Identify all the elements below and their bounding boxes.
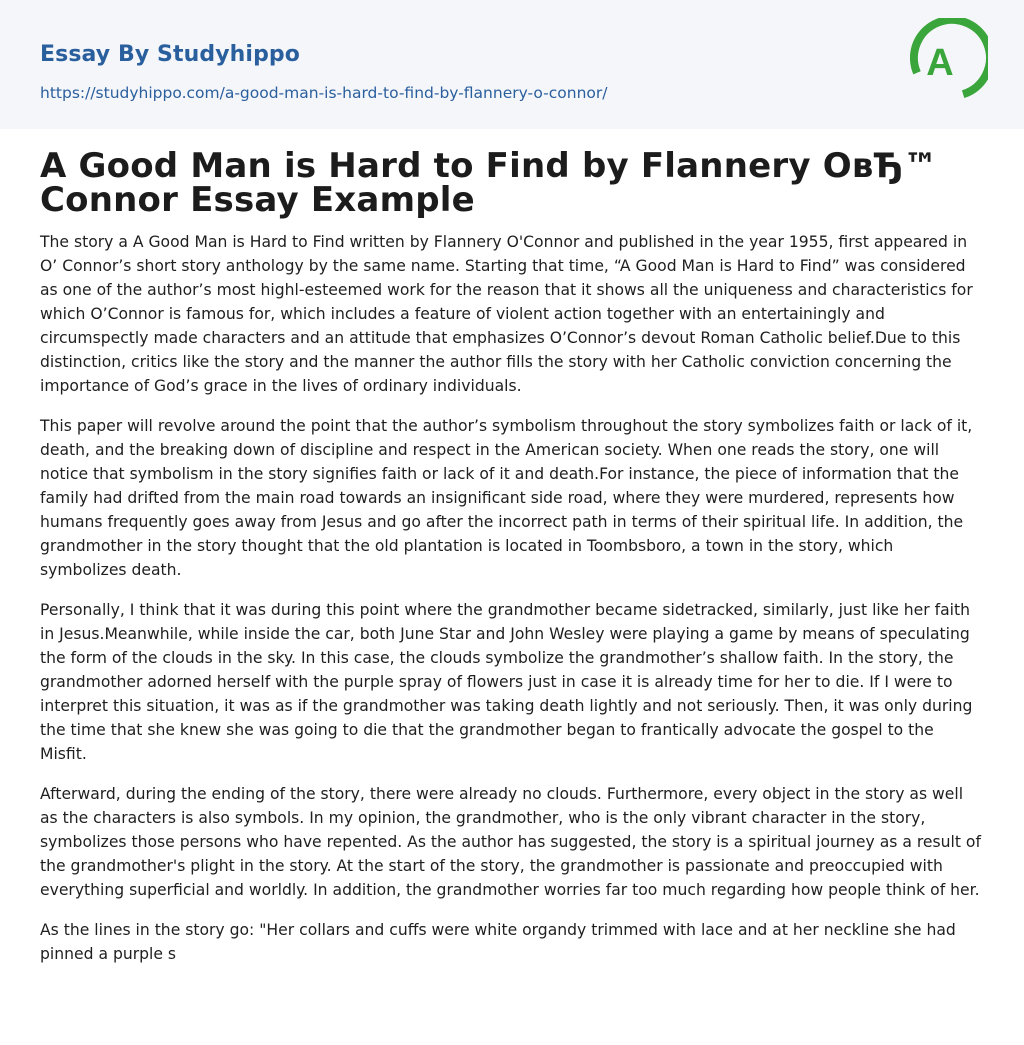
essay-paragraph: Afterward, during the ending of the story, there were already no clouds. Furthermore, every object in the story as well as the characters is also symbols. In my opinion, the grandmother, who is the only vibrant character in the story, symbolizes those persons who have repented. As the author has suggested, the story is a spiritual journey as a result of the grandmother's plight in the story. At the start of the story, the grandmother is passionate and preoccupied with everything superficial and worldly. In addition, the grandmother worries far too much regarding how people think of her.: [40, 785, 981, 899]
brand-title[interactable]: Essay By Studyhippo: [40, 42, 300, 67]
essay-paragraph: The story a A Good Man is Hard to Find written by Flannery O'Connor and published in the year 1955, first appeared in O’ Connor’s short story anthology by the same name. Starting that time, “A Good Man is Hard to Find” was considered as one of the author’s most highl-esteemed work for the reason that it shows all the uniqueness and characteristics for which O’Connor is famous for, which includes a feature of violent action together with an entertainingly and circumspectly made characters and an attitude that emphasizes O’Connor’s devout Roman Catholic belief.Due to this distinction, critics like the story and the manner the author fills the story with her Catholic conviction concerning the importance of God’s grace in the lives of ordinary individuals.: [40, 233, 973, 395]
studyhippo-logo-icon[interactable]: [910, 18, 988, 106]
page-title: A Good Man is Hard to Find by Flannery OвЂ™ Connor Essay Example: [40, 146, 938, 220]
logo-letter: A: [926, 42, 954, 84]
essay-paragraph: As the lines in the story go: "Her collars and cuffs were white organdy trimmed with lace and at her neckline she had pinned a purple s: [40, 921, 956, 963]
essay-body: [40, 230, 984, 966]
essay-paragraph: This paper will revolve around the point that the author’s symbolism throughout the story symbolizes faith or lack of it, death, and the breaking down of discipline and respect in the American society. When one reads the story, one will notice that symbolism in the story signifies faith or lack of it and death.For instance, the piece of information that the family had drifted from the main road towards an insignificant side road, where they were murdered, represents how humans frequently goes away from Jesus and go after the incorrect path in terms of their spiritual life. In addition, the grandmother in the story thought that the old plantation is located in Toombsboro, a town in the story, which symbolizes death.: [40, 417, 973, 579]
essay-paragraph: Personally, I think that it was during this point where the grandmother became sidetracked, similarly, just like her faith in Jesus.Meanwhile, while inside the car, both June Star and John Wesley were playing a game by means of speculating the form of the clouds in the sky. In this case, the clouds symbolize the grandmother’s shallow faith. In the story, the grandmother adorned herself with the purple spray of flowers just in case it is already time for her to die. If I were to interpret this situation, it was as if the grandmother was taking death lightly and not seriously. Then, it was only during the time that she knew she was going to die that the grandmother began to frantically advocate the gospel to the Misfit.: [40, 601, 973, 763]
essay-content: [0, 146, 1024, 966]
source-url-link[interactable]: https://studyhippo.com/a-good-man-is-hard-to-find-by-flannery-o-connor/: [40, 84, 608, 102]
site-header: [0, 0, 1024, 129]
